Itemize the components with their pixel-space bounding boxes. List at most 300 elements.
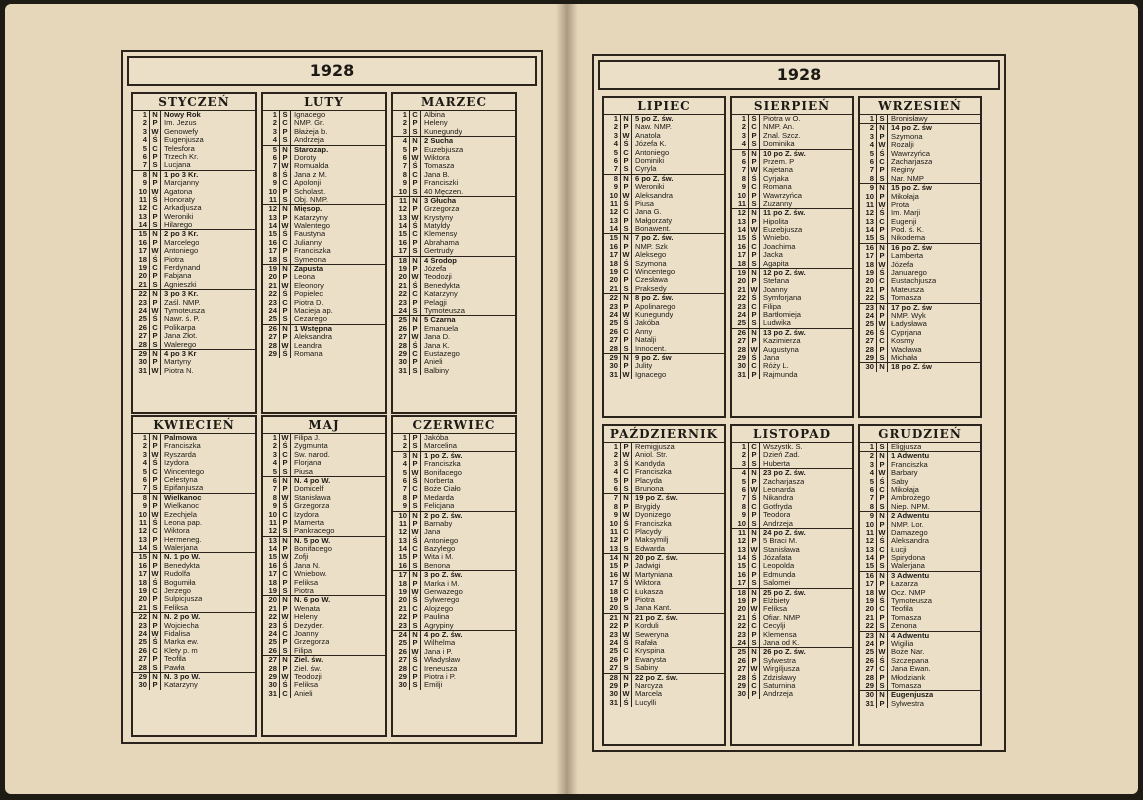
day-number: 4 [613, 139, 618, 149]
name-day: Arkadjusza [164, 204, 202, 213]
day-number: 23 [737, 629, 746, 639]
day-row [133, 673, 255, 681]
weekday-letter: S [279, 315, 291, 323]
weekday-letter: N [279, 656, 291, 664]
day-row [393, 230, 515, 238]
day-number: 13 [268, 535, 277, 545]
name-day: Klety p. m [164, 646, 198, 655]
name-day: Sylwestra [763, 656, 796, 665]
weekday-letter: Ś [620, 319, 632, 327]
day-row [604, 234, 724, 242]
name-day: Natalji [635, 336, 657, 345]
name-day: Korduli [635, 622, 659, 631]
name-day: Kazimierza [763, 337, 801, 346]
day-number: 18 [609, 586, 618, 596]
name-day: Julity [635, 362, 653, 371]
name-day: 7 po Z. św. [635, 234, 674, 243]
name-day: 3 po Z. św. [424, 571, 463, 580]
day-number: 17 [737, 578, 746, 588]
day-row [133, 587, 255, 595]
name-day: Marcelego [164, 238, 200, 247]
name-day: Symeona [294, 255, 327, 264]
day-row [860, 674, 980, 682]
name-day: Tomasza [891, 681, 922, 690]
week-block [393, 111, 515, 137]
day-number: 20 [138, 594, 147, 604]
month-2 [858, 96, 982, 418]
day-number: 14 [865, 225, 874, 235]
day-number: 30 [609, 689, 618, 699]
weekday-letter: C [620, 328, 632, 336]
name-day: 4 po Z. św. [424, 630, 463, 639]
day-row [860, 304, 980, 312]
day-number: 27 [398, 655, 407, 665]
day-number: 10 [138, 509, 147, 519]
weekday-letter: W [748, 166, 760, 174]
day-number: 26 [138, 322, 147, 332]
day-row [133, 664, 255, 672]
name-day: Bonifacego [424, 468, 462, 477]
name-day: Anny [635, 327, 653, 336]
name-day: Leonarda [763, 485, 796, 494]
weekday-letter: N [620, 614, 632, 622]
name-day: Leona [294, 273, 316, 282]
weekday-letter: N [620, 115, 632, 123]
day-number: 25 [268, 637, 277, 647]
day-number: 10 [609, 518, 618, 528]
name-day: Józefa K. [635, 140, 667, 149]
day-number: 7 [402, 161, 407, 171]
name-day: Dzień Zad. [763, 451, 800, 460]
day-row [860, 201, 980, 209]
weekday-letter: W [409, 333, 421, 341]
day-row [604, 192, 724, 200]
day-row [860, 665, 980, 673]
weekday-letter: C [409, 485, 421, 493]
day-number: 3 [272, 126, 277, 136]
day-number: 9 [613, 510, 618, 520]
week-block [393, 137, 515, 197]
weekday-letter: C [620, 208, 632, 216]
week-block [263, 596, 385, 656]
weekday-letter: C [620, 268, 632, 276]
name-day: Szczepana [891, 656, 929, 665]
day-number: 23 [609, 629, 618, 639]
week-block [133, 434, 255, 494]
name-day: Jana Ewan. [891, 665, 931, 674]
weekday-letter: N [279, 205, 291, 213]
weekday-letter: S [149, 484, 161, 492]
day-number: 23 [268, 297, 277, 307]
month-name: PAŹDZIERNIK [604, 426, 724, 443]
day-number: 6 [613, 155, 618, 165]
name-day: Sylwerego [424, 596, 460, 605]
day-row [860, 494, 980, 502]
name-day: Tymoteusza [424, 306, 465, 315]
weekday-letter: P [876, 166, 888, 174]
weekday-letter: S [876, 294, 888, 302]
name-day: Jakóba [635, 319, 660, 328]
weekday-letter: W [149, 307, 161, 315]
day-number: 5 [402, 467, 407, 477]
weekday-letter: P [748, 657, 760, 665]
name-day: Walerjana [164, 544, 198, 553]
name-day: Boże Ciało [424, 485, 461, 494]
day-number: 20 [737, 604, 746, 614]
day-number: 16 [138, 237, 147, 247]
day-row [393, 494, 515, 502]
day-number: 14 [138, 220, 147, 230]
day-number: 16 [268, 237, 277, 247]
day-number: 22 [609, 621, 618, 631]
name-day: N. 5 po W. [294, 536, 331, 545]
day-number: 16 [609, 241, 618, 251]
day-number: 11 [268, 517, 277, 527]
weekday-letter: Ś [748, 494, 760, 502]
weekday-letter: W [409, 469, 421, 477]
weekday-letter: P [149, 272, 161, 280]
day-number: 8 [613, 501, 618, 511]
weekday-letter: S [409, 128, 421, 136]
weekday-letter: P [620, 183, 632, 191]
name-day: Jana i P. [424, 647, 453, 656]
name-day: Franciszki [424, 179, 459, 188]
day-row [263, 511, 385, 519]
day-number: 5 [613, 475, 618, 485]
day-row [393, 358, 515, 366]
day-row [393, 214, 515, 222]
name-day: Ambrożego [891, 494, 930, 503]
name-day: Im. Marji [891, 209, 921, 218]
day-row [263, 527, 385, 535]
weekday-letter: S [409, 247, 421, 255]
day-row [732, 251, 852, 259]
day-number: 31 [609, 697, 618, 707]
weekday-letter: P [876, 640, 888, 648]
weekday-letter: Ś [748, 175, 760, 183]
day-row [860, 597, 980, 605]
week-block [732, 443, 852, 469]
name-day: Faustyna [294, 230, 326, 239]
day-row [860, 277, 980, 285]
weekday-letter: Ś [748, 354, 760, 362]
day-number: 22 [865, 621, 874, 631]
weekday-letter: P [748, 371, 760, 379]
day-number: 9 [741, 510, 746, 520]
weekday-letter: W [409, 528, 421, 536]
name-day: Teofila [164, 655, 186, 664]
name-day: Wacława [891, 345, 922, 354]
name-day: Filipa [294, 646, 313, 655]
name-day: Wielkanoc [164, 493, 202, 502]
day-number: 10 [398, 186, 407, 196]
weekday-letter: P [409, 179, 421, 187]
name-day: Matyldy [424, 222, 451, 231]
weekday-letter: N [279, 146, 291, 154]
name-day: Stefana [763, 277, 790, 286]
name-day: Walentego [294, 222, 331, 231]
week-block [860, 572, 980, 632]
month-name: MARZEC [393, 94, 515, 111]
day-number: 6 [869, 484, 874, 494]
day-number: 15 [138, 229, 147, 239]
name-day: Antoniego [635, 148, 670, 157]
day-number: 24 [138, 305, 147, 315]
day-row [604, 140, 724, 148]
weekday-letter: N [620, 175, 632, 183]
day-row [604, 200, 724, 208]
month-3 [602, 424, 726, 746]
day-number: 12 [398, 527, 407, 537]
name-day: Bonifacego [294, 545, 332, 554]
day-row [133, 230, 255, 238]
day-number: 24 [268, 305, 277, 315]
day-row [604, 336, 724, 344]
weekday-letter: P [149, 299, 161, 307]
weekday-letter: N [620, 294, 632, 302]
day-row [263, 307, 385, 315]
name-day: Anieli [424, 358, 443, 367]
day-number: 17 [865, 251, 874, 261]
weekday-letter: W [409, 214, 421, 222]
weekday-letter: Ś [748, 115, 760, 123]
name-day: Aleksandra [635, 191, 673, 200]
day-number: 13 [398, 212, 407, 222]
day-number: 27 [737, 664, 746, 674]
name-day: Mikołaja [891, 485, 919, 494]
day-number: 18 [865, 259, 874, 269]
day-number: 16 [138, 560, 147, 570]
day-number: 29 [268, 671, 277, 681]
week-block [604, 554, 724, 614]
name-day: Aniol. Str. [635, 451, 668, 460]
day-number: 11 [609, 198, 618, 208]
weekday-letter: Ś [149, 579, 161, 587]
day-row [604, 690, 724, 698]
day-number: 22 [737, 293, 746, 303]
day-number: 1 [272, 433, 277, 442]
day-row [732, 554, 852, 562]
weekday-letter: W [149, 367, 161, 375]
day-row [604, 631, 724, 639]
weekday-letter: Ś [876, 657, 888, 665]
day-row [860, 158, 980, 166]
day-number: 4 [613, 467, 618, 477]
weekday-letter: S [876, 354, 888, 362]
name-day: 21 po Z. św. [635, 613, 678, 622]
year-heading: 1928 [127, 56, 537, 86]
day-number: 28 [865, 672, 874, 682]
name-day: Brygidy [635, 502, 661, 511]
day-number: 29 [398, 348, 407, 358]
weekday-letter: C [876, 486, 888, 494]
name-day: Fabjana [164, 272, 192, 281]
day-number: 12 [737, 208, 746, 218]
day-number: 8 [142, 492, 147, 502]
name-day: Praksedy [635, 284, 667, 293]
name-day: Bazylego [424, 545, 456, 554]
name-day: 12 po Z. św. [763, 269, 806, 278]
day-number: 8 [402, 169, 407, 179]
weekday-letter: N [409, 316, 421, 324]
day-row [393, 452, 515, 460]
day-row [604, 604, 724, 612]
day-number: 1 [741, 442, 746, 451]
weekday-letter: C [748, 443, 760, 451]
name-day: Katarzyny [294, 213, 328, 222]
name-day: Jana G. [635, 208, 662, 217]
day-row [133, 111, 255, 119]
day-number: 18 [398, 578, 407, 588]
weekday-letter: W [876, 529, 888, 537]
day-row [604, 520, 724, 528]
day-row [860, 286, 980, 294]
day-row [860, 452, 980, 460]
weekday-letter: Ś [620, 260, 632, 268]
name-day: Eligjusza [891, 443, 922, 451]
weekday-letter: P [876, 286, 888, 294]
name-day: Weroniki [635, 183, 665, 192]
day-number: 14 [737, 553, 746, 563]
day-number: 16 [865, 242, 874, 252]
name-day: Balbiny [424, 366, 449, 375]
name-day: 2 Sucha [424, 137, 454, 146]
name-day: Rozalji [891, 141, 914, 150]
day-number: 7 [869, 165, 874, 175]
weekday-letter: N [409, 452, 421, 460]
day-row [732, 443, 852, 451]
name-day: Damazego [891, 528, 928, 537]
weekday-letter: P [409, 520, 421, 528]
day-row [393, 247, 515, 255]
week-block [133, 111, 255, 171]
day-number: 14 [865, 553, 874, 563]
name-day: Ziel. św. [294, 664, 322, 673]
day-number: 10 [268, 509, 277, 519]
week-block [732, 469, 852, 529]
name-day: Mikołaja [891, 192, 919, 201]
name-day: Rafała [635, 638, 657, 647]
day-row [732, 354, 852, 362]
weekday-letter: P [409, 434, 421, 442]
day-number: 15 [737, 233, 746, 243]
weekday-letter: C [409, 290, 421, 298]
day-number: 15 [398, 552, 407, 562]
day-row [133, 494, 255, 502]
day-number: 16 [737, 569, 746, 579]
day-row [604, 477, 724, 485]
day-row [133, 350, 255, 358]
name-day: Naw. NMP. [635, 123, 672, 132]
weekday-letter: N [620, 354, 632, 362]
day-number: 20 [609, 603, 618, 613]
day-number: 30 [737, 361, 746, 371]
weekday-letter: C [620, 468, 632, 476]
day-number: 20 [398, 595, 407, 605]
day-row [860, 337, 980, 345]
name-day: Kunegundy [424, 127, 463, 136]
week-block [393, 571, 515, 631]
day-number: 11 [865, 199, 874, 209]
day-number: 23 [398, 620, 407, 630]
weekday-letter: C [149, 145, 161, 153]
day-row [732, 520, 852, 528]
week-block [133, 171, 255, 231]
weekday-letter: N [149, 290, 161, 298]
day-row [393, 188, 515, 196]
day-number: 27 [398, 332, 407, 342]
name-day: Benedykta [164, 561, 200, 570]
weekday-letter: Ś [409, 537, 421, 545]
name-day: Weroniki [164, 212, 194, 221]
weekday-letter: P [620, 123, 632, 131]
name-day: Andrzeja [294, 136, 324, 145]
day-number: 11 [865, 527, 874, 537]
name-day: NMP. Lor. [891, 520, 924, 529]
day-row [732, 243, 852, 251]
day-number: 11 [398, 518, 407, 528]
day-number: 23 [865, 630, 874, 640]
day-row [393, 648, 515, 656]
name-day: N. 3 po W. [164, 672, 201, 681]
weekday-letter: C [876, 218, 888, 226]
day-number: 28 [268, 663, 277, 673]
name-day: Klemensa [763, 630, 797, 639]
day-number: 8 [869, 173, 874, 183]
name-day: Placyda [635, 476, 663, 485]
day-number: 12 [609, 535, 618, 545]
day-number: 13 [268, 212, 277, 222]
day-number: 15 [268, 229, 277, 239]
name-day: Brunona [635, 484, 664, 493]
weekday-letter: S [409, 188, 421, 196]
day-row [133, 204, 255, 212]
day-number: 24 [398, 305, 407, 315]
day-row [732, 486, 852, 494]
weekday-letter: P [620, 157, 632, 165]
day-number: 21 [398, 603, 407, 613]
name-day: Mięsop. [294, 205, 323, 214]
day-number: 1 [869, 442, 874, 451]
day-number: 2 [741, 450, 746, 460]
name-day: Piusa [635, 199, 654, 208]
day-number: 22 [268, 612, 277, 622]
week-block [263, 537, 385, 597]
day-row [860, 572, 980, 580]
weekday-letter: W [748, 605, 760, 613]
name-day: 5 Czarna [424, 316, 456, 325]
day-number: 7 [402, 484, 407, 494]
name-day: Wniebo. [763, 234, 791, 243]
weekday-letter: Ś [748, 294, 760, 302]
day-number: 27 [268, 655, 277, 665]
weekday-letter: N [876, 452, 888, 460]
weekday-letter: S [748, 319, 760, 327]
day-row [263, 196, 385, 204]
name-day: Placydy [635, 527, 662, 536]
weekday-letter: C [876, 158, 888, 166]
weekday-letter: W [620, 690, 632, 698]
name-day: Januarego [891, 269, 927, 278]
weekday-letter: S [620, 664, 632, 672]
weekday-letter: W [620, 571, 632, 579]
week-block [133, 290, 255, 350]
day-row [732, 460, 852, 468]
day-number: 4 [741, 468, 746, 478]
day-row [860, 478, 980, 486]
day-row [604, 674, 724, 682]
weekday-letter: P [149, 595, 161, 603]
